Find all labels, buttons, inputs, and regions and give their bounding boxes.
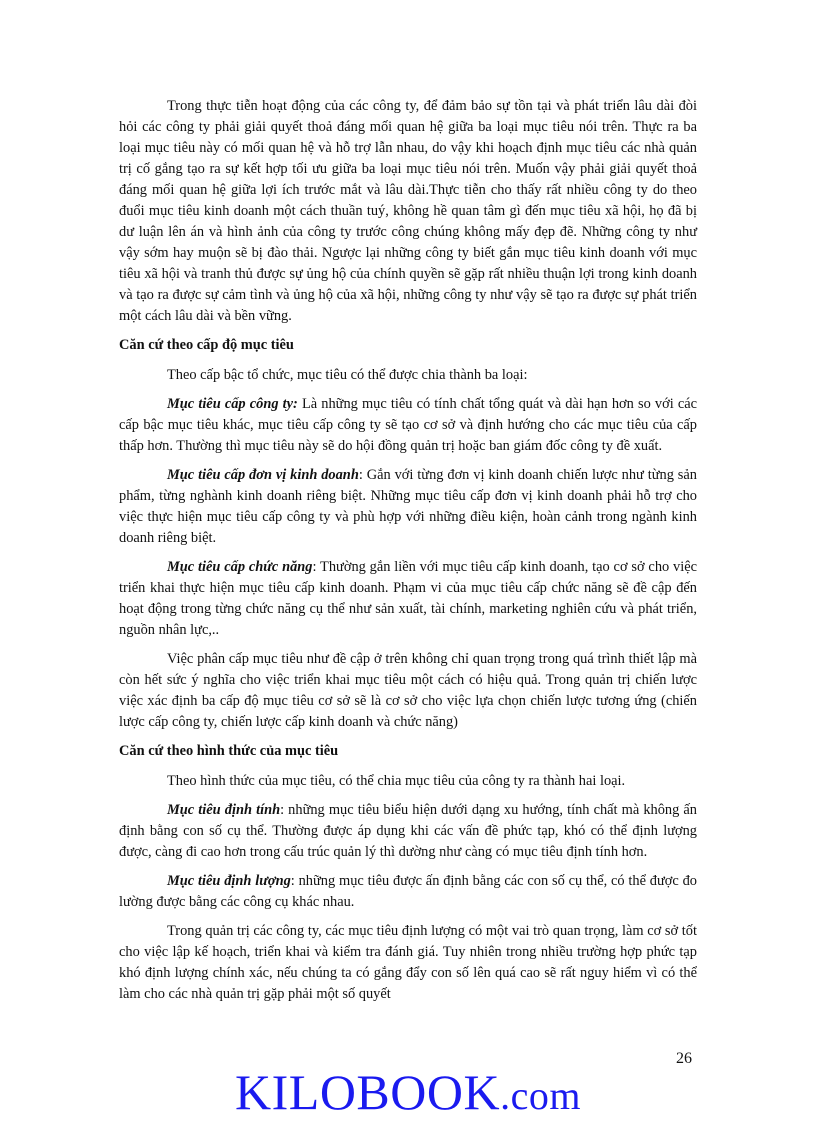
paragraph-qualitative	[119, 800, 697, 863]
text-qualitative: : những mục tiêu biểu hiện dưới dạng xu hướng, tính chất mà không ấn định bằng con số cụ thể. Thường được áp dụng khi các vấn đề phức tạp, khó có thể định lượng được, càng đi cao hơn trong cấu trúc quản lý thì dường như càng có mục tiêu định tính hơn.	[119, 802, 697, 860]
footer-brand	[0, 1062, 816, 1126]
brand-suffix: .com	[500, 1073, 581, 1118]
page-number: 26	[676, 1050, 692, 1067]
paragraph-quantitative	[119, 871, 697, 913]
term-qualitative: Mục tiêu định tính	[167, 802, 281, 818]
text-functional-level: : Thường gắn liền với mục tiêu cấp kinh doanh, tạo cơ sở cho việc triển khai thực hiện mục tiêu cấp kinh doanh. Phạm vi của mục tiêu cấp chức năng sẽ đề cập đến hoạt động trong từng chức năng cụ thể như sản xuất, tài chính, marketing nghiên cứu và phát triển, nguồn nhân lực,..	[119, 559, 698, 638]
term-business-unit-level: Mục tiêu cấp đơn vị kinh doanh	[167, 467, 359, 483]
page-body	[119, 96, 697, 1013]
term-functional-level: Mục tiêu cấp chức năng	[167, 559, 313, 575]
text-quantitative: : những mục tiêu được ấn định bằng các con số cụ thể, có thể được đo lường được bằng các công cụ khác nhau.	[119, 873, 698, 910]
term-quantitative: Mục tiêu định lượng	[167, 873, 291, 889]
brand-main: KILOBOOK	[235, 1064, 501, 1120]
paragraph-10: Trong quản trị các công ty, các mục tiêu định lượng có một vai trò quan trọng, làm cơ sở tốt cho việc lập kế hoạch, triển khai và kiểm tra đánh giá. Tuy nhiên trong nhiều trường hợp phức tạp khó định lượng chính xác, nếu chúng ta có gắng đẩy con số lên quá cao sẽ rất nguy hiểm vì có thể làm cho các nhà quản trị gặp phải một số quyết	[119, 923, 697, 1002]
paragraph-business-unit-level	[119, 465, 697, 549]
paragraph-6: Việc phân cấp mục tiêu như đề cập ở trên không chỉ quan trọng trong quá trình thiết lập mà còn hết sức ý nghĩa cho việc triển khai mục tiêu một cách có hiệu quả. Trong quản trị chiến lược việc xác định ba cấp độ mục tiêu cơ sở sẽ là cơ sở cho việc lựa chọn chiến lược tương ứng (chiến lược cấp công ty, chiến lược cấp kinh doanh và chức năng)	[119, 651, 697, 730]
text-company-level: Là những mục tiêu có tính chất tổng quát và dài hạn hơn so với các cấp bậc mục tiêu khác, mục tiêu cấp công ty sẽ tạo cơ sở và định hướng cho các mục tiêu của cấp thấp hơn. Thường thì mục tiêu này sẽ do hội đồng quản trị hoặc ban giám đốc công ty đề xuất.	[119, 396, 697, 454]
text-business-unit-level: : Gắn với từng đơn vị kinh doanh chiến lược như từng sản phẩm, từng nghành kinh doanh riêng biệt. Những mục tiêu cấp đơn vị kinh doanh phải hỗ trợ cho việc thực hiện mục tiêu cấp công ty và phù hợp với những điều kiện, hoàn cảnh trong ngành kinh doanh riêng biệt.	[119, 467, 697, 546]
paragraph-1: Trong thực tiễn hoạt động của các công ty, để đảm bảo sự tồn tại và phát triển lâu dài đòi hỏi các công ty phải giải quyết thoả đáng mối quan hệ giữa ba loại mục tiêu nói trên. Thực ra ba loại mục tiêu này có mối quan hệ và hỗ trợ lẫn nhau, do vậy khi hoạch định mục tiêu các nhà quản trị cố gắng tạo ra sự kết hợp tối ưu giữa ba loại mục tiêu nói trên. Muốn vậy phải giải quyết thoả đáng mối quan hệ giữa lợi ích trước mắt và lâu dài.Thực tiễn cho thấy rất nhiều công ty do theo đuổi mục tiêu kinh doanh một cách thuần tuý, không hề quan tâm gì đến mục tiêu xã hội, họ đã bị dư luận lên án và hình ảnh của công ty trước công chúng không mấy đẹp đẽ. Những công ty như vậy sớm hay muộn sẽ bị đào thải. Ngược lại những công ty biết gắn mục tiêu kinh doanh với mục tiêu xã hội và tranh thủ được sự ủng hộ của chính quyền sẽ gặp rất nhiều thuận lợi trong kinh doanh và tạo ra được sự cảm tình và ủng hộ của xã hội, những công ty như vậy sẽ tạo ra được sự phát triển một cách lâu dài và bền vững.	[119, 98, 697, 324]
paragraph-company-level	[119, 394, 697, 457]
paragraph-7: Theo hình thức của mục tiêu, có thể chia mục tiêu của công ty ra thành hai loại.	[167, 773, 626, 789]
section-heading-objective-form: Căn cứ theo hình thức của mục tiêu	[119, 743, 339, 759]
section-heading-objective-level: Căn cứ theo cấp độ mục tiêu	[119, 337, 294, 353]
paragraph-functional-level	[119, 557, 697, 641]
paragraph-2: Theo cấp bậc tổ chức, mục tiêu có thể được chia thành ba loại:	[167, 367, 528, 383]
term-company-level: Mục tiêu cấp công ty:	[167, 396, 298, 412]
